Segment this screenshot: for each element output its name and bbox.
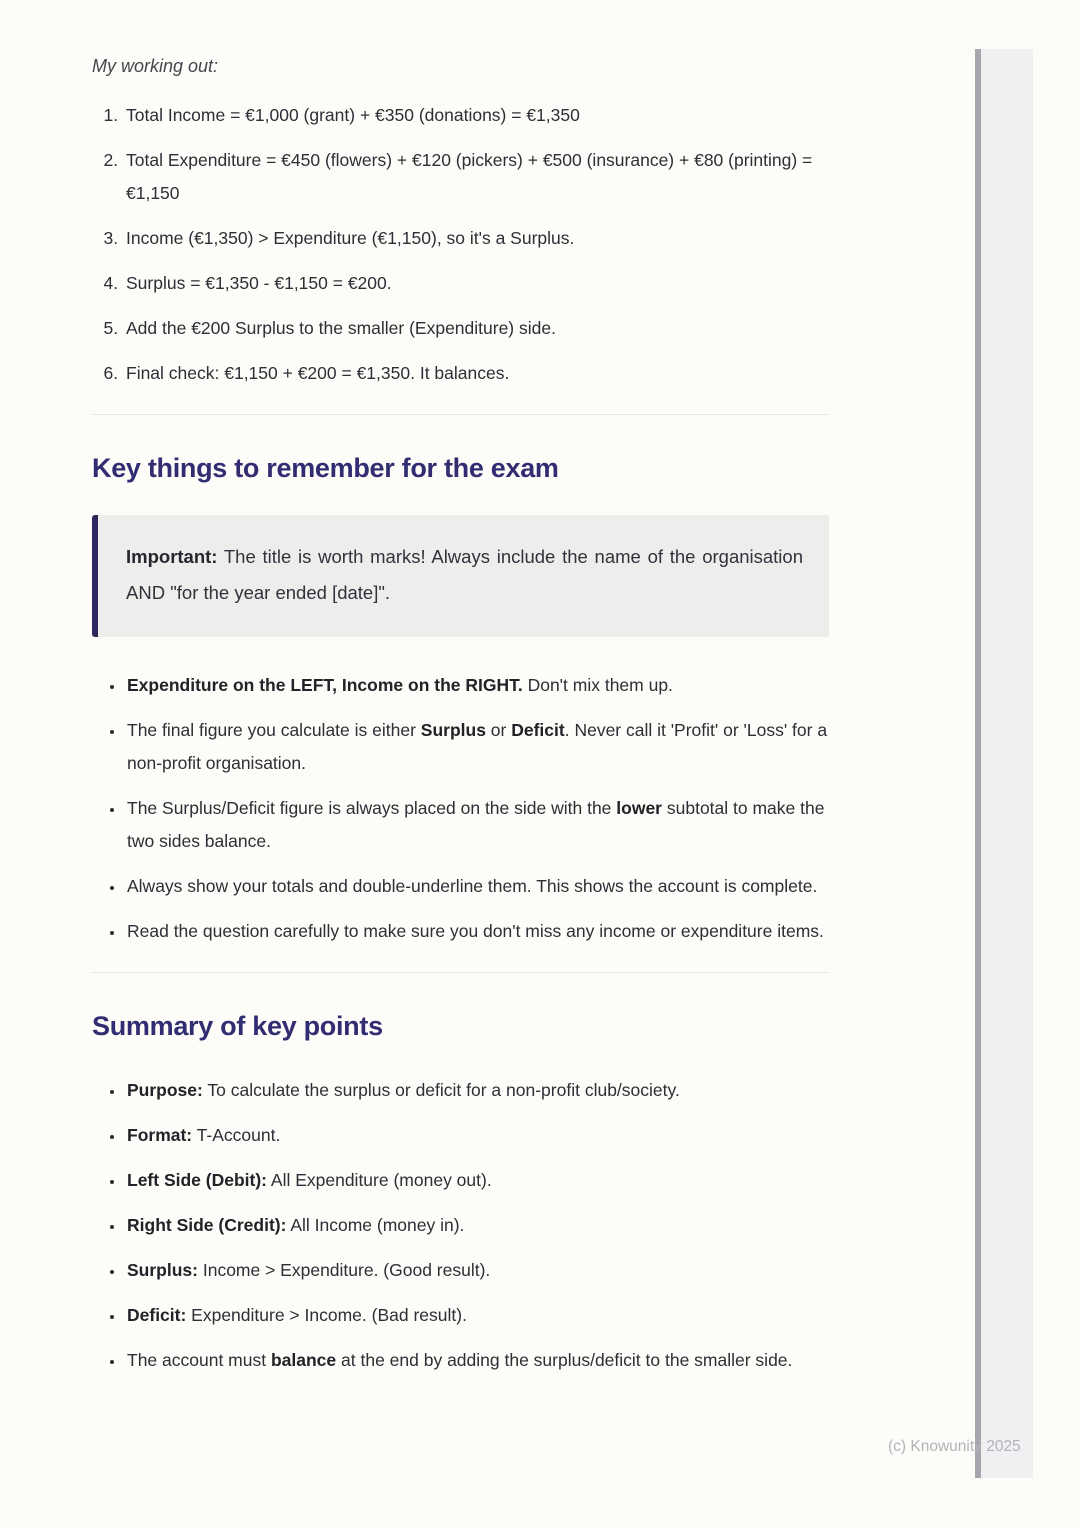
bullet-bold-text: Format: (127, 1125, 193, 1145)
summary-point-item (125, 1254, 829, 1287)
bullet-text: at the end by adding the surplus/deficit to the smaller side. (336, 1350, 793, 1370)
working-step: 2. Total Expenditure = €450 (flowers) + €120 (pickers) + €500 (insurance) + €80 (printing) = €1,150 (123, 144, 829, 210)
working-step: 6. Final check: €1,150 + €200 = €1,350. It balances. (123, 357, 829, 390)
working-note: My working out: (92, 56, 219, 76)
bullet-text: T-Account. (192, 1125, 281, 1145)
scrollbar-thumb[interactable] (975, 49, 981, 1478)
bullet-text: . Never call it 'Profit' or 'Loss' for a non-profit organisation. (127, 720, 828, 773)
exam-tips-list (125, 669, 829, 948)
bullet-text: Read the question carefully to make sure you don't miss any income or expenditure items. (127, 921, 824, 941)
bullet-text: All Income (money in). (286, 1215, 465, 1235)
bullet-text: To calculate the surplus or deficit for a non-profit club/society. (202, 1080, 680, 1100)
summary-point-item (125, 1299, 829, 1332)
bullet-bold-text: Surplus (420, 720, 486, 740)
heading-key-things: Key things to remember for the exam (92, 453, 559, 483)
working-step: 4. Surplus = €1,350 - €1,150 = €200. (123, 267, 829, 300)
working-step: 3. Income (€1,350) > Expenditure (€1,150), so it's a Surplus. (123, 222, 829, 255)
heading-summary: Summary of key points (92, 1011, 383, 1041)
bullet-bold-text: Expenditure on the LEFT, Income on the RIGHT. (127, 675, 523, 695)
exam-tip-item (125, 714, 829, 780)
bullet-text: Income > Expenditure. (Good result). (197, 1260, 491, 1280)
summary-point-item (125, 1344, 829, 1377)
exam-tip-item (125, 669, 829, 702)
summary-point-item (125, 1164, 829, 1197)
section-divider (92, 972, 829, 973)
bullet-bold-text: Left Side (Debit): (127, 1170, 267, 1190)
section-divider (92, 414, 829, 415)
document-content (92, 56, 829, 1389)
summary-points-list (125, 1074, 829, 1377)
working-step: 1. Total Income = €1,000 (grant) + €350 (donations) = €1,350 (123, 99, 829, 132)
bullet-bold-text: Deficit: (127, 1305, 187, 1325)
bullet-bold-text: Right Side (Credit): (127, 1215, 287, 1235)
callout-text: The title is worth marks! Always include the name of the organisation AND "for the year ended [date]". (126, 546, 803, 603)
summary-point-item (125, 1209, 829, 1242)
bullet-text: Always show your totals and double-underline them. This shows the account is complete. (127, 876, 818, 896)
summary-point-item (125, 1119, 829, 1152)
important-callout (92, 515, 829, 637)
bullet-text: The Surplus/Deficit figure is always placed on the side with the (127, 798, 617, 818)
bullet-text: subtotal to make the two sides balance. (127, 798, 825, 851)
bullet-text: The account must (127, 1350, 271, 1370)
bullet-bold-text: Purpose: (127, 1080, 203, 1100)
bullet-bold-text: Deficit (511, 720, 565, 740)
exam-tip-item (125, 870, 829, 903)
working-step: 5. Add the €200 Surplus to the smaller (Expenditure) side. (123, 312, 829, 345)
summary-point-item (125, 1074, 829, 1107)
bullet-text: or (485, 720, 512, 740)
bullet-text: The final figure you calculate is either (127, 720, 421, 740)
bullet-text: Expenditure > Income. (Bad result). (186, 1305, 467, 1325)
bullet-bold-text: lower (616, 798, 662, 818)
bullet-bold-text: Surplus: (127, 1260, 198, 1280)
exam-tip-item (125, 792, 829, 858)
scrollbar-track[interactable] (981, 49, 1033, 1478)
copyright-watermark: (c) Knowunity 2025 (888, 1438, 1021, 1455)
bullet-text: All Expenditure (money out). (267, 1170, 492, 1190)
exam-tip-item (125, 915, 829, 948)
bullet-text: Don't mix them up. (522, 675, 673, 695)
working-steps-list (123, 99, 829, 390)
callout-label: Important: (126, 546, 218, 567)
bullet-bold-text: balance (270, 1350, 337, 1370)
